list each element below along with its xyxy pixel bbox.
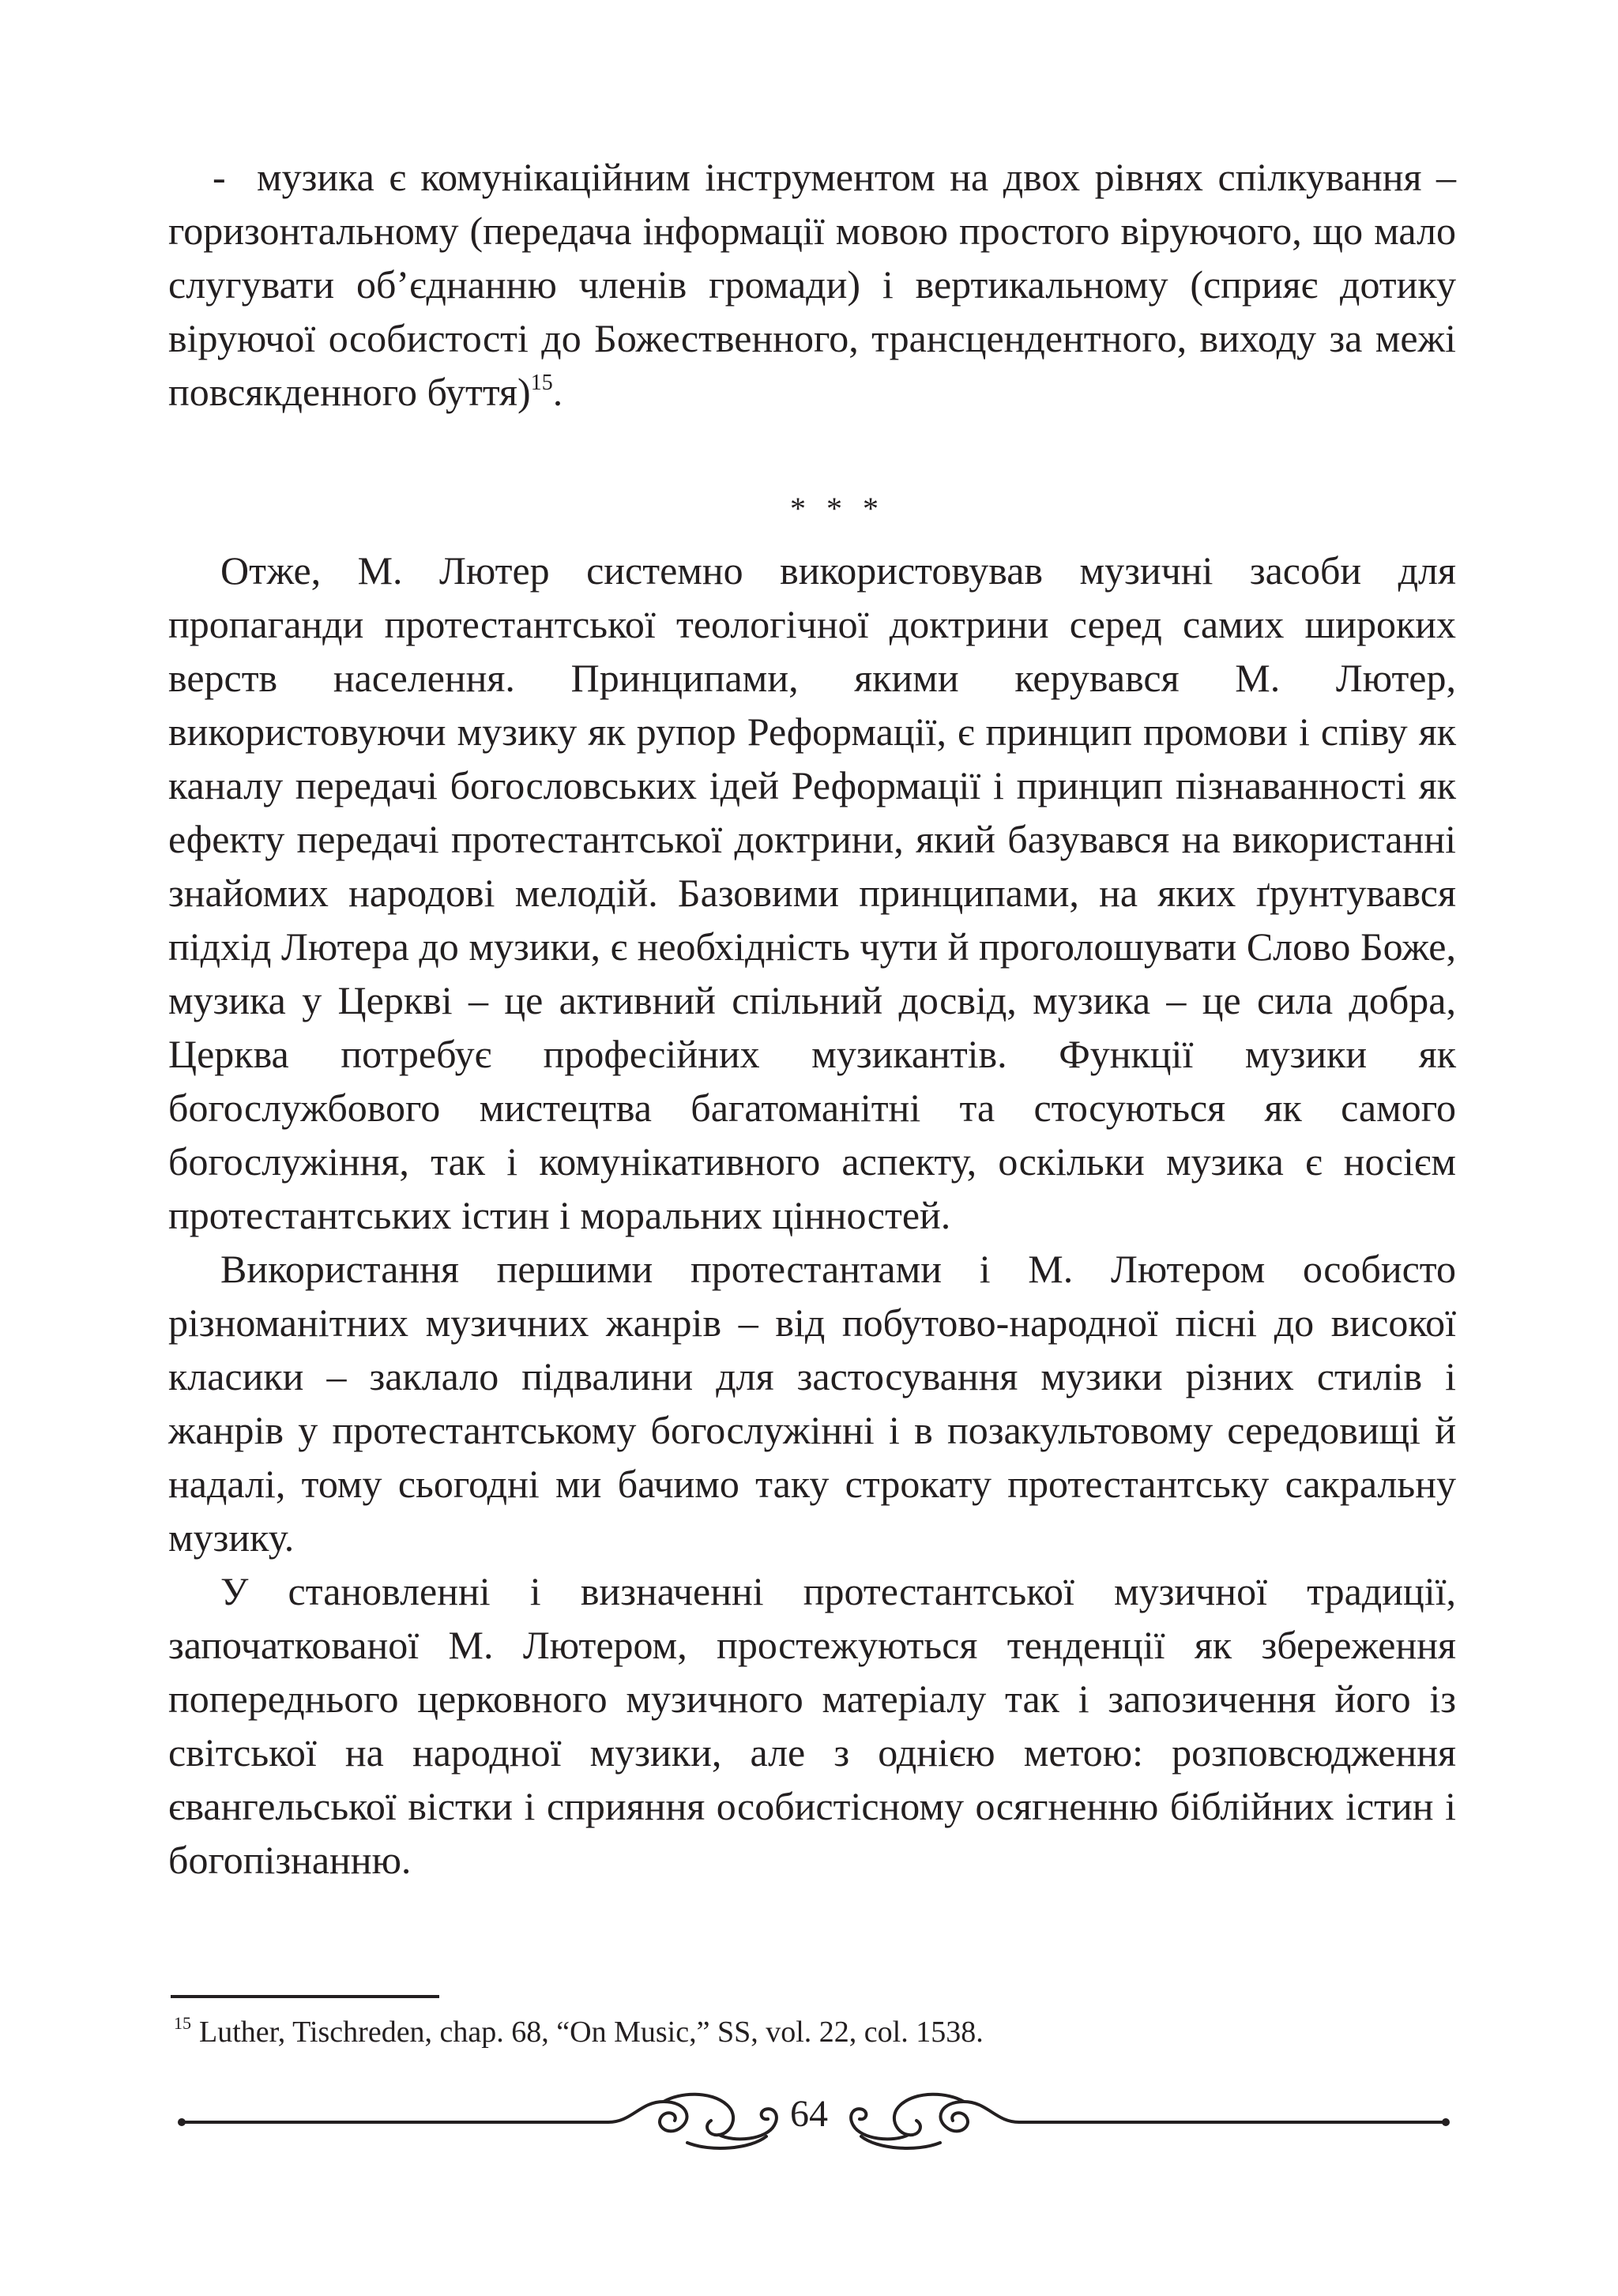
paragraph: У становленні і визначенні протестантської музичної традиції, започаткованої М. Лютером, простежуються тенденції як збереження попереднього церковного музичного матеріалу так і запозичення його із світської на народної музики, але з однією метою: розповсюдження євангельської вістки і сприяння особистісному осягненню біблійних істин і богопізнанню. — [168, 1569, 1456, 1882]
paragraph: Отже, М. Лютер системно використовував музичні засоби для пропаганди протестантської теологічної доктрини серед самих широких верств населення. Принципами, якими керувався М. Лютер, використовуючи музику як рупор Реформації, є принцип промови і співу як каналу передачі богословських ідей Реформації і принцип пізнаванності як ефекту передачі протестантської доктрини, який базувався на використанні знайомих народові мелодій. Базовими принципами, на яких ґрунтувався підхід Лютера до музики, є необхідність чути й проголошувати Слово Боже, музика у Церкві – це активний спільний досвід, музика – це сила добра, Церква потребує професійних музикантів. Функції музики як богослужбового мистецтва багатоманітні та стосуються як самого богослужіння, так і комунікативного аспекту, оскільки музика є носієм протестантських істин і моральних цінностей. — [168, 548, 1456, 1237]
footnote — [174, 2013, 984, 2051]
paragraph: Використання першими протестантами і М. Лютером особисто різноманітних музичних жанрів – від побутово-народної пісні до високої класики – заклало підвалини для застосування музики різних стилів і жанрів у протестантському богослужінні і в позакультовому середовищі й надалі, тому сьогодні ми бачимо таку строкату протестантську сакральну музику. — [168, 1247, 1456, 1560]
footnote-reference: 15 — [530, 371, 553, 395]
bullet-text: музика є комунікаційним інструментом на двох рівнях спілкування – горизонтальному (передача інформації мовою простого віруючого, що мало слугувати об’єднанню членів громади) і вертикальному (сприяє дотику віруючої особистості до Божественного, трансцендентного, виходу за межі повсякденного буття) — [168, 155, 1456, 414]
bullet-paragraph — [168, 150, 1456, 419]
footnote-text: Luther, Tischreden, chap. 68, “On Music,” SS, vol. 22, col. 1538. — [199, 2016, 984, 2049]
bullet-dash: - — [213, 155, 226, 199]
footnote-divider — [171, 1995, 439, 1998]
page-number: 64 — [790, 2093, 828, 2135]
body-text — [168, 544, 1456, 1887]
section-separator: * * * — [790, 491, 885, 526]
footnote-number: 15 — [174, 2013, 191, 2033]
bullet-end: . — [552, 370, 563, 414]
bullet-item — [168, 150, 1456, 419]
